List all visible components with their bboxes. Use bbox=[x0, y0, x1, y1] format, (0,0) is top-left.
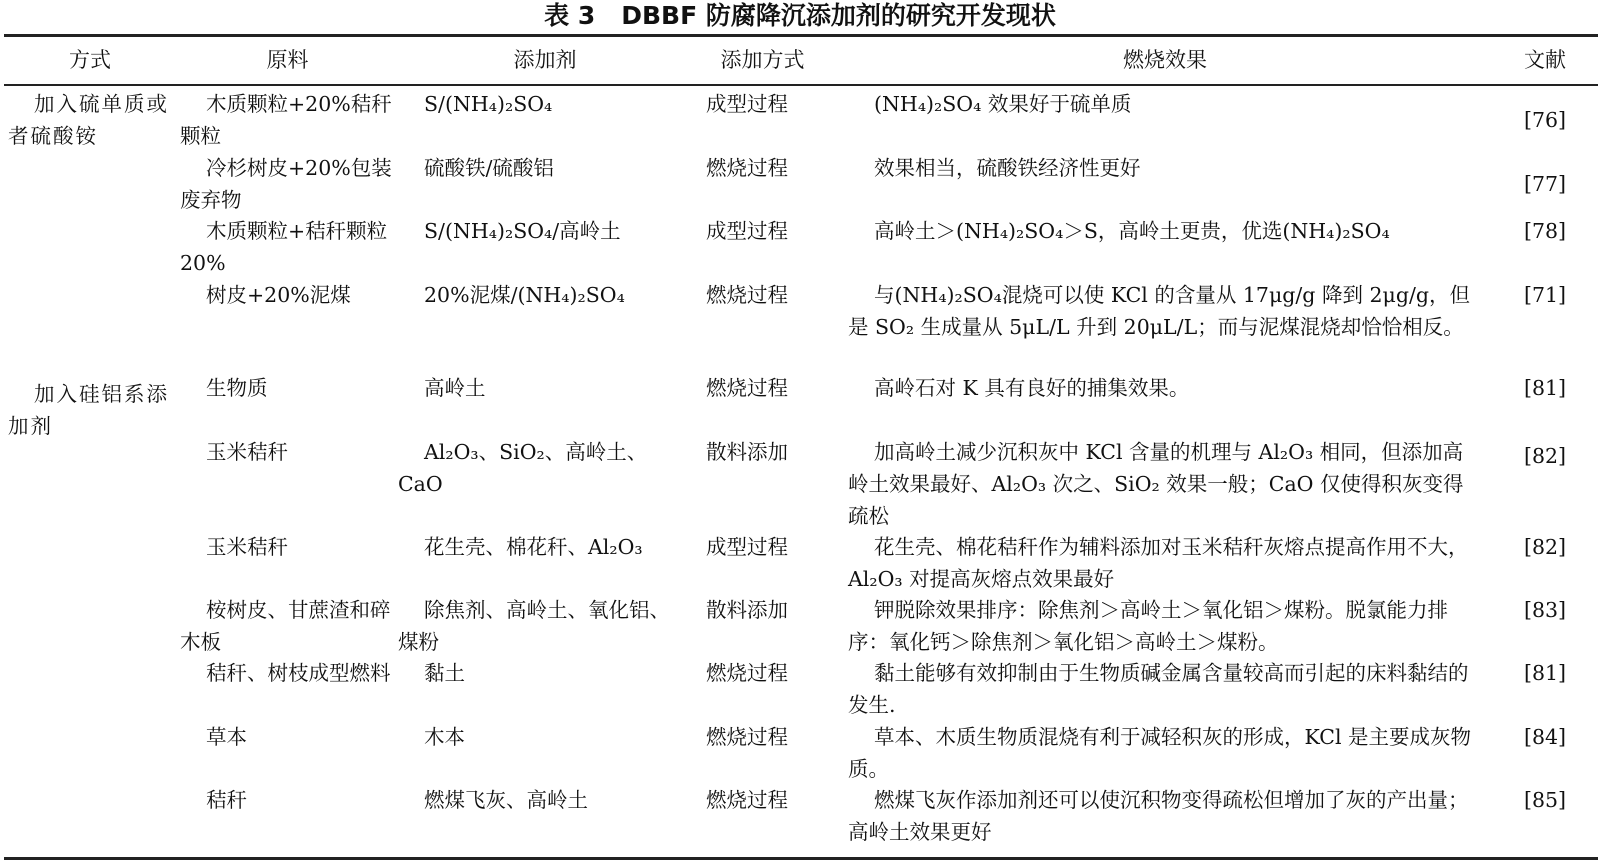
additive-cell: 20%泥煤/(NH₄)₂SO₄ bbox=[424, 283, 625, 307]
additive-cell: 花生壳、棉花秆、Al₂O₃ bbox=[424, 535, 643, 559]
effect-cell: 钾脱除效果排序：除焦剂＞高岭土＞氧化铝＞煤粉。脱氯能力排序：氧化钙＞除焦剂＞氧化铝＞高岭土＞煤粉。 bbox=[848, 598, 1448, 654]
header-method: 方式 bbox=[69, 48, 111, 72]
material-cell: 生物质 bbox=[206, 376, 268, 400]
additive-cell: S/(NH₄)₂SO₄ bbox=[424, 92, 553, 116]
header-rule bbox=[4, 84, 1598, 86]
effect-cell: 高岭土＞(NH₄)₂SO₄＞S，高岭土更贵，优选(NH₄)₂SO₄ bbox=[874, 219, 1390, 243]
effect-cell: 高岭石对 K 具有良好的捕集效果。 bbox=[874, 376, 1190, 400]
effect-cell: 燃煤飞灰作添加剂还可以使沉积物变得疏松但增加了灰的产出量；高岭土效果更好 bbox=[848, 788, 1469, 844]
caption-number: 表 3 bbox=[544, 1, 596, 30]
reference-cell: [76] bbox=[1523, 108, 1567, 132]
material-cell: 玉米秸秆 bbox=[206, 535, 288, 559]
mode-cell: 燃烧过程 bbox=[706, 788, 788, 812]
additive-cell: 硫酸铁/硫酸铝 bbox=[424, 156, 554, 180]
method-group-si-al: 加入硅铝系添加剂 bbox=[8, 382, 169, 438]
mode-cell: 燃烧过程 bbox=[706, 376, 788, 400]
header-additive: 添加剂 bbox=[513, 48, 577, 72]
reference-cell: [77] bbox=[1523, 172, 1567, 196]
effect-cell: 与(NH₄)₂SO₄混烧可以使 KCl 的含量从 17μg/g 降到 2μg/g，但是 SO₂ 生成量从 5μL/L 升到 20μL/L；而与泥煤混烧却恰恰相反。 bbox=[848, 283, 1470, 339]
additive-cell: 木本 bbox=[424, 725, 465, 749]
reference-cell: [81] bbox=[1523, 661, 1567, 685]
material-cell: 秸秆、树枝成型燃料 bbox=[206, 661, 391, 685]
header-reference: 文献 bbox=[1524, 48, 1566, 72]
material-cell: 秸秆 bbox=[206, 788, 247, 812]
additive-cell: 黏土 bbox=[424, 661, 465, 685]
header-effect: 燃烧效果 bbox=[1123, 48, 1207, 72]
mode-cell: 燃烧过程 bbox=[706, 283, 788, 307]
mode-cell: 散料添加 bbox=[706, 440, 788, 464]
mode-cell: 燃烧过程 bbox=[706, 725, 788, 749]
effect-cell: 花生壳、棉花秸秆作为辅料添加对玉米秸秆灰熔点提高作用不大，Al₂O₃ 对提高灰熔点效果最好 bbox=[848, 535, 1469, 591]
top-rule bbox=[4, 34, 1598, 37]
caption-title: DBBF 防腐降沉添加剂的研究开发现状 bbox=[621, 1, 1056, 30]
reference-cell: [78] bbox=[1523, 219, 1567, 243]
effect-cell: 效果相当，硫酸铁经济性更好 bbox=[874, 156, 1141, 180]
reference-cell: [85] bbox=[1523, 788, 1567, 812]
additive-cell: 除焦剂、高岭土、氧化铝、煤粉 bbox=[398, 598, 670, 654]
mode-cell: 燃烧过程 bbox=[706, 156, 788, 180]
material-cell: 桉树皮、甘蔗渣和碎木板 bbox=[180, 598, 391, 654]
material-cell: 玉米秸秆 bbox=[206, 440, 288, 464]
reference-cell: [82] bbox=[1523, 444, 1567, 468]
additive-cell: 燃煤飞灰、高岭土 bbox=[424, 788, 588, 812]
mode-cell: 成型过程 bbox=[706, 92, 788, 116]
additive-cell: Al₂O₃、SiO₂、高岭土、CaO bbox=[398, 440, 648, 496]
mode-cell: 成型过程 bbox=[706, 219, 788, 243]
effect-cell: 草本、木质生物质混烧有利于减轻积灰的形成，KCl 是主要成灰物质。 bbox=[848, 725, 1472, 781]
effect-cell: 黏土能够有效抑制由于生物质碱金属含量较高而引起的床料黏结的发生. bbox=[848, 661, 1469, 717]
material-cell: 冷杉树皮+20%包装废弃物 bbox=[180, 156, 392, 212]
additive-cell: S/(NH₄)₂SO₄/高岭土 bbox=[424, 219, 621, 243]
reference-cell: [81] bbox=[1523, 376, 1567, 400]
reference-cell: [83] bbox=[1523, 598, 1567, 622]
table-caption bbox=[0, 0, 1600, 34]
effect-cell: (NH₄)₂SO₄ 效果好于硫单质 bbox=[874, 92, 1132, 116]
method-group-sulfur: 加入硫单质或者硫酸铵 bbox=[8, 92, 169, 148]
material-cell: 木质颗粒+秸秆颗粒 20% bbox=[180, 219, 388, 275]
effect-cell: 加高岭土减少沉积灰中 KCl 含量的机理与 Al₂O₃ 相同，但添加高岭土效果最好、Al₂O₃ 次之、SiO₂ 效果一般；CaO 仅使得积灰变得疏松 bbox=[848, 440, 1464, 528]
reference-cell: [82] bbox=[1523, 535, 1567, 559]
mode-cell: 燃烧过程 bbox=[706, 661, 788, 685]
mode-cell: 散料添加 bbox=[706, 598, 788, 622]
reference-cell: [71] bbox=[1523, 283, 1567, 307]
header-mode: 添加方式 bbox=[720, 48, 805, 72]
material-cell: 木质颗粒+20%秸秆颗粒 bbox=[180, 92, 392, 148]
reference-cell: [84] bbox=[1523, 725, 1567, 749]
bottom-rule bbox=[4, 857, 1598, 860]
mode-cell: 成型过程 bbox=[706, 535, 788, 559]
header-material: 原料 bbox=[266, 48, 309, 72]
material-cell: 树皮+20%泥煤 bbox=[206, 283, 351, 307]
material-cell: 草本 bbox=[206, 725, 247, 749]
additive-cell: 高岭土 bbox=[424, 376, 486, 400]
